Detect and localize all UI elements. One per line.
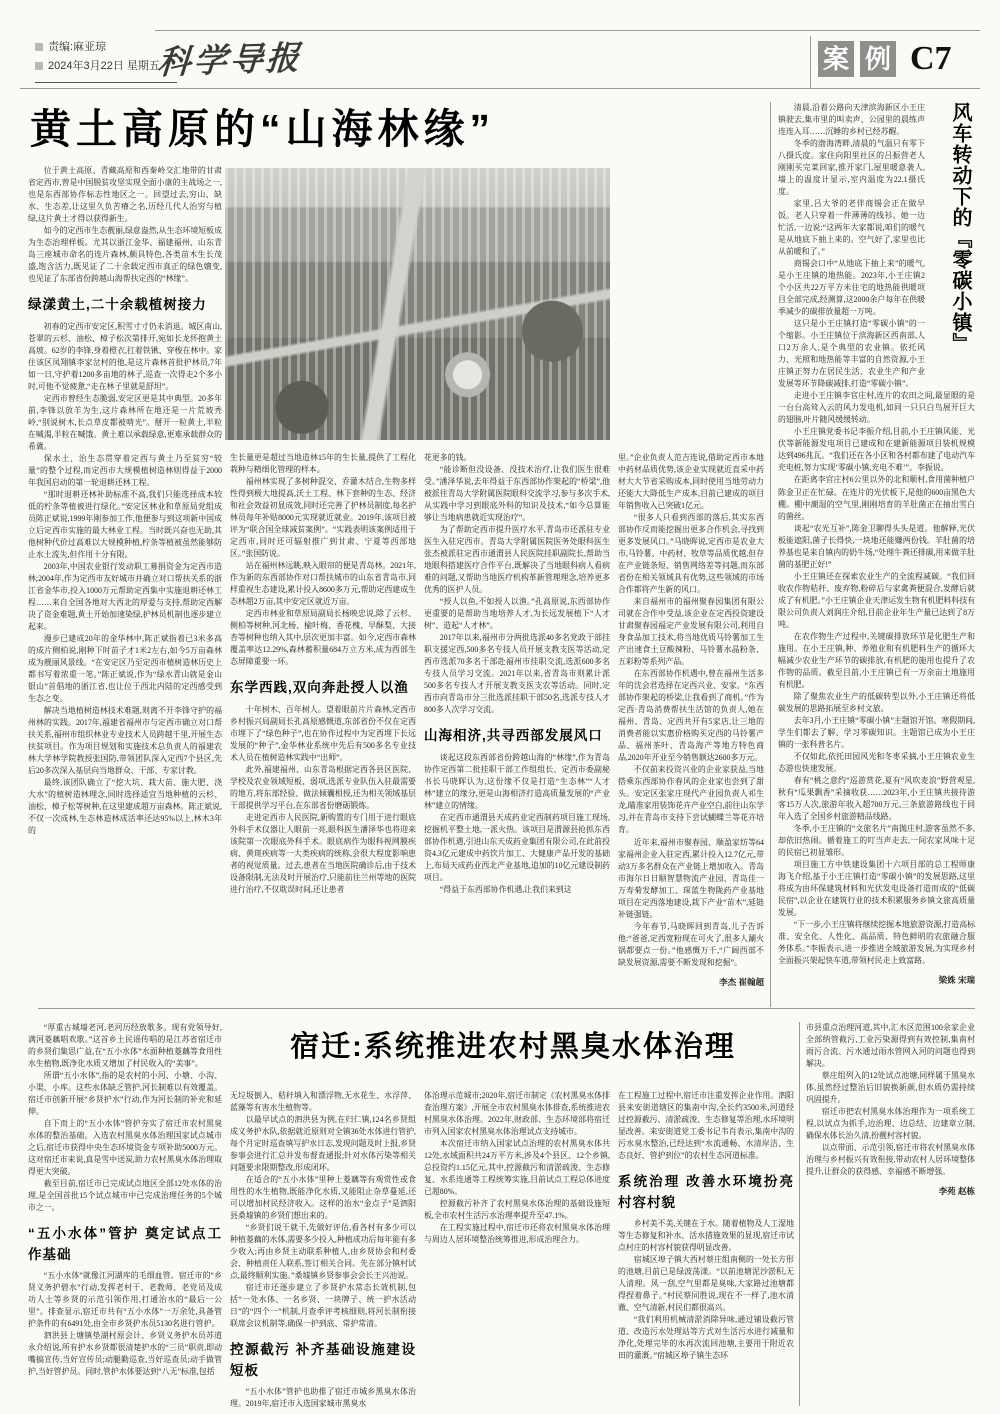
paragraph: “能诊断但没设备、没技术治疗,让我们医生很难受。”潘泽华说,去年得益于东西部协作架起的“桥梁”,他被派往青岛大学附属医院眼科交流学习,参与多次手术,从实践中学习到眼底外科的知识及技术,“如今总算能够让当地病患就近实现治疗”。 — [424, 465, 610, 523]
bullet-square-icon — [35, 43, 43, 51]
divider — [810, 36, 811, 88]
paragraph: 宿迁市把农村黑臭水体治理作为一项系统工程,以试点为抓手,边治理、边总结、边建章立制,确保水体长治久清,扮靓村容村貌。 — [806, 1107, 975, 1141]
paragraph: 小王庄镇党委书记李振介绍,目前,小王庄镇风能、光伏等新能源发电项目已建成和在建新能源项目装机规模达到496兆瓦。“我们还在各小区和各村都布建了电动汽车充电桩,努力实现‘零碳小镇,充电不难’”。李振说。 — [778, 427, 975, 473]
paragraph: 市县重点治理河道,其中,汇水区范围100余家企业全部纳管截污,工业污染源得到有效控制,集南村雨污合流、污水通过雨水管网入河的问题也得到解决。 — [806, 1023, 975, 1069]
paragraph: 项目施工方中铁建设集团十六项目部的总工程师康海飞介绍,基于小王庄镇打造“零碳小镇”的发展思路,这里将成为由环保建筑材料和光伏发电设备打造而成的“低碳民宿”,以企业在建筑行业的技术积累服务乡镇文旅高质量发展。 — [778, 859, 975, 918]
bottom-article-column-2 — [230, 1090, 416, 1409]
paragraph: 商锡会口中“从地底下抽上来”的暖气,是小王庄镇的地热能。2023年,小王庄镇2个小区共22万平方米住宅的地热能供暖项目全部完成,经测算,这2000余户每年在供暖季减少的碳排放量超一万吨。 — [778, 259, 925, 317]
paragraph: 十年树木、百年树人。望着眼前片片森林,定西市乡村振兴局副局长孔高原感慨道,东部省份不仅在定西市埋下了“绿色种子”,也在协作过程中为定西埋下长远发展的“种子”,金华林业系统中先后有500多名专业技术人员在植树造林实践中“出师”。 — [230, 704, 416, 762]
byline: 李杰 崔翰超 — [719, 976, 764, 987]
paragraph: “我们利用机械清淤消除异味,通过铺设截污管道、改造污水处理站等方式对生活污水进行减量和净化,处理完毕的水再次流回池塘,主要用于附近农田的灌溉。”宿城区埠子镇生态环 — [618, 1315, 794, 1361]
paragraph: 这只是小王庄镇打造“零碳小镇”的一个缩影。小王庄镇位于滨海新区西南部,人口2万余人,是个典型的农业镇。依托风力、光照和地热能等丰富的自然资源,小王庄镇正努力在居民生活、农业生产和产业发展等环节降碳减排,打造“零碳小镇”。 — [778, 319, 925, 389]
section-label-char: 案 — [818, 41, 854, 77]
paragraph: 位于黄土高原、青藏高原和西秦岭交汇地带的甘肃省定西市,曾是中国脱贫攻坚实现全面小康的主战场之一,也是东西部协作标志性地区之一。回望过去,穷山、缺水、生态差,让这里久负苦瘠之名,历经几代人治穷与植绿,这片黄土才得以获得新生。 — [28, 166, 222, 224]
bottom-article-column-5 — [806, 1022, 975, 1406]
paragraph: “授人以鱼,不如授人以渔。”孔高原说,东西部协作更重要的是帮助当地培养人才,为长远发展植下“人才树”、造起“人才林”。 — [424, 597, 610, 631]
right-article-headline: 风车转动下的『零碳小镇』 — [949, 102, 971, 354]
paragraph: 除了聚焦农业生产的低碳转型以外,小王庄镇还将低碳发展的思路拓展至乡村文旅。 — [778, 691, 975, 713]
section-subhead: 东学西践,双向奔赴授人以渔 — [230, 680, 409, 696]
byline: 李苑 赵栋 — [938, 1186, 975, 1197]
paragraph: 站在福州林远眺,映入眼帘的便是青岛林。2021年,作为新的东西部协作对口帮扶城市的山东省青岛市,同样重视生态建设,累计投入8600多万元,帮助定西建成生态林超2万亩,其中安定区就近万亩。 — [230, 561, 416, 607]
aerial-photo — [225, 168, 610, 440]
paragraph: 今年春节,马晓晖回到青岛,儿子告诉他:“爸爸,定西宽粉现在可火了,很多人涮火锅都要点一份。”他感慨万千,“广阔西部不缺发展资源,需要不断发现和挖掘”。 — [618, 921, 764, 967]
paragraph: 最终,该团队确立了“挖大坑、栽大苗、施大肥、浇大水”的植树造林理念,同时选择适宜当地种植的云杉、油松、樟子松等树种,在这里建成超万亩森林。陈正斌说,不仅一次成林,生态林造林成活率还达95%以上,林木3年的 — [28, 778, 222, 836]
paragraph: “很多人只看到西部的落后,其实东西部协作反而能挖掘出更多合作机会,寻找到更多发展风口。”马晓晖说,定西市是农业大市,马铃薯、中药材、牧草等品质优越,但存在产业链条短、销售网络差等问题,而东部省份在相关领域具有优势,这些领域的市场合作都将产生新的风口。 — [618, 513, 764, 595]
divider — [38, 1008, 975, 1009]
paragraph: 保水土、治生态贯穿着定西与黄土乃至贫穷“较量”的整个过程,而定西市大规模植树造林则得益于2000年我国启动的第一轮退耕还林工程。 — [28, 453, 222, 487]
paragraph: 2017年以来,福州市分两批选派40多名党政干部挂职支援定西,500多名专技人员开展支教支医等活动,定西市选派70多名干部赴福州市挂职交流,选派600多名专技人员学习交流。2021年以来,省青岛市则累计派500多名专技人才开展支教支医支农等活动。同时,定西市向青岛市分三批选派挂职干部50名,选派专技人才800多人次学习交流。 — [424, 633, 610, 715]
paragraph: “下一步,小王庄镇将继续挖掘本地旅游资源,打造高标准、安全化、人性化、高品质、特色鲜明的农旅融合服务体系。”李振表示,进一步推进全域旅游发展,为实现乡村全面振兴架起快车道,带领村民走上致富路。 — [778, 920, 975, 966]
paragraph: 走进定西市人民医院,新购置的专门用于进行眼底外科手术仪器让人眼前一亮,眼科医生潘泽华也将迎来该院第一次眼底外科手术。眼底病作为眼科视网膜疾病、黄斑疾病等一大类疾病的统称,会很大程度影响患者的视觉质量。过去,患者在当地医院确诊后,由于技术设备限制,无法及时开展治疗,只能前往兰州等地的医院进行治疗,不仅耽误时间,还让患者 — [230, 812, 416, 895]
bottom-article-column-1 — [28, 1022, 222, 1406]
paragraph: 蔡庄组列入的12处试点池塘,同样属于黑臭水体,虽然经过整治后旧貌换新颜,但水质仍需持续巩固提升。 — [806, 1071, 975, 1105]
paragraph: 定西市林业和草原局副局长杨映忠说,除了云杉、侧柏等树种,河北杨、榆叶梅、香花槐、早酥梨、大接杏等树种也纳入其中,层次更加丰富。如今,定西市森林覆盖率达12.29%,森林蓄积量684万立方米,成为西部生态屏障重要一环。 — [230, 609, 416, 667]
paragraph: 定西市曾经生态脆弱,安定区更是其中典型。20多年前,李锋以放羊为生,这片森林所在地还是一片荒坡秃岭,“别说树木,长点草皮都被啃光”。掰开一粒黄土,半粒在喊渴,半粒在喊饿。黄土难以承载绿意,更难承载群众的希冀。 — [28, 393, 222, 451]
bottom-article-column-3 — [424, 1090, 610, 1406]
paragraph: 走进小王庄镇李官庄村,连片的农田之间,最显眼的是一台台高耸入云的风力发电机,如同一只只白鸟展开巨大的翅膀,叶片随风缓缓转动。 — [778, 391, 975, 425]
section-banner — [818, 40, 952, 78]
paragraph: 家里,吕大爷的老伴商锡会正在做早饭。老人只穿着一件薄薄的线衫。她一边忙活,一边说:“这两年大家都说,咱们的暖气是从地底下抽上来的。空气好了,家里也比从前暖和了。” — [778, 199, 925, 257]
byline: 梁姝 宋瑞 — [938, 975, 975, 986]
bullet-square-icon — [35, 62, 43, 70]
paragraph: 截至目前,宿迁市已完成试点地区全部12处水体的治理,是全国首批15个试点城市中已完成治理任务的5个城市之一。 — [28, 1179, 222, 1213]
paragraph: 不仅前来投资兴业的企业家获益,当地搭乘东西部协作春风的企业家也尝到了甜头。安定区张家庄现代产业园负责人祁生龙,瞄准家用装饰花卉产业空白,前往山东学习,并在青岛市支持下尝试蝴蝶兰等花卉培育。 — [618, 765, 764, 835]
paragraph: “厚重古城墙老河,老河历经放歌多。现有党领导好,满河菱藕唱欢歌。”这首乡土民谣传唱的是江苏省宿迁市的乡贤们集思广益,在“五小水体”水面种植菱藕等食用性水生植物,既净化水质又增加了村民收入的“美事”。 — [28, 1023, 222, 1069]
paragraph: 来自福州市的福州聚春园集团有限公司就在合作中受益,该企业在定西投资建设甘肃聚春园福定产业发展有限公司,利用自身食品加工技术,将当地优质马铃薯加工生产出速食土豆酸辣粉、马铃薯水晶粉条、五彩粉等系列产品。 — [618, 597, 764, 667]
paragraph: 宿城区埠子镇大西村蔡庄组南侧的一处长方形的池塘,目前已是绿波荡漾。“以前池塘泥沙淤积,无人清理。风一刮,空气里都是臭味,大家路过池塘都得捏着鼻子。”村民蔡同胜说,现在不一样了,池水清澈、空气清新,村民们都很高兴。 — [618, 1255, 794, 1313]
paragraph: 清晨,沿着公路向天津滨海新区小王庄镇驶去,集市里的叫卖声、公园里的晨练声连连入耳……沉睡的乡村已经苏醒。 — [778, 103, 925, 137]
paragraph: “五小水体”就像江河湖库的毛细血管。宿迁市的“乡贤义务护碧水”行动,发挥老村干、老教师、老党员及成功人士等乡贤的示范引领作用,打通治水的“最后一公里”。排查显示,宿迁市共有“五小水体”一万余处,具备管护条件的有6491处,由全市乡贤护水员5130名进行管护。 — [28, 1271, 222, 1329]
paragraph: 泗洪县上塘镇垫湖村原会计、乡贤义务护水员苏道永介绍说,所有护水乡贤都很清楚护水的“三员”职责,即动嘴搞宣传,当好宣传员;动腿勤巡查,当好巡查员;动手做管护,当好管护员。同时,管护水体要达到“八无”标准,包括 — [28, 1331, 222, 1377]
paragraph: 如今的定西市生态靓丽,绿意盎然,从生态环境短板成为生态治理样板。尤其以浙江金华、福建福州、山东青岛三座城市命名的连片森林,颇具特色,各类苗木生长茂盛,饱含活力,既见证了二十余载定西市真正的绿色嬗变,也见证了东部省份跨越山海帮扶定西的“林缘”。 — [28, 226, 222, 284]
paragraph: 冬季,小王庄镇的“文旅名片”南抛庄村,游客虽然不多,却依旧热闹。循着施工的叮当声走去,一间农家风味十足的民宿已初显雏形。 — [778, 823, 975, 857]
paragraph: 在东西部协作机遇中,曾在福州生活多年的沈会君选择在定西兴业、安家。“东西部协作架起的桥梁,让我看到了商机。”作为定西·青岛消费帮扶生活馆的负责人,她在福州、青岛、定西共开有5家店,让三地的消费者能以实惠价格购买定西的马铃薯产品、福州茶叶、青岛海产等地方特色商品,2020年开业至今销售额达2600多万元。 — [618, 669, 764, 763]
paragraph: 近年来,福州市聚春园、顺盈家纺等64家福州企业入驻定西,累计投入12.7亿元,带动3万多名群众在产业链上增加收入。青岛市海尔日日顺智慧物流产业园、青岛佳一万寿菊发酵加工、琛蓝生物陇药产业基地项目在定西落地建设,栽下产业“苗木”,延链补链强链。 — [618, 837, 764, 919]
paragraph: 宿迁市还逐步建立了乡贤护水常态长效机制,包括“一处水体、一名乡贤、一块牌子、统一护水活动日”的“四个一”机制,月查季评考核细则,将河长制衔接联席会议机制等,确保一护到底、常护常清。 — [230, 1283, 416, 1329]
paragraph: 谈起“农光互补”,陈金卫聊得头头是道。他解释,光伏板能遮阳,菌子长得快,一块地还能赚两份钱。羊肚菌的培养基也是来自镇内的奶牛场,“处理牛粪还排碳,用来做羊肚菌的基肥正好!” — [778, 523, 975, 569]
section-label-char: 例 — [860, 41, 896, 77]
main-article-column-1 — [28, 165, 222, 1015]
paragraph: 体治理示范城市;2020年,宿迁市制定《农村黑臭水体排查治理方案》,开展全市农村黑臭水体排查,系统推进农村黑臭水体治理。2022年,财政部、生态环境部将宿迁市列入国家农村黑臭水体治理试点支持城市。 — [424, 1091, 610, 1137]
paragraph: 花更多的钱。 — [424, 453, 472, 462]
right-article — [778, 102, 975, 1007]
bottom-article-headline: 宿迁:系统推进农村黑臭水体治理 — [290, 1031, 736, 1063]
editor-credit: 责编:麻亚琼 — [48, 41, 107, 53]
paragraph: 2003年,中国农业银行发动职工募捐资金为定西市造林;2004年,作为定西市友好城市并确立对口帮扶关系的浙江省金华市,投入1000万元帮助定西集中实施退耕还林工程……来自全国各地对大西北的厚爱与支持,帮助定西解决了资金难题,黄土开始加速染绿,护林员机制也逐步建立起来。 — [28, 561, 222, 632]
paragraph: 漫步已建成20年的金华林中,陈正斌指着已3米多高的成片侧柏说,刚种下时苗子才1米2左右,如今5万亩森林成为靓丽风景线。“在安定区乃至定西市植树造林历史上都书写着浓重一笔。”陈正斌说,作为“绿水青山就是金山银山”首倡地的浙江省,也让位于西北内陆的定西感受到生态之变。 — [28, 634, 222, 704]
issue-date: 2024年3月22日 星期五 — [48, 60, 160, 72]
paragraph: 自下而上的“五小水体”管护夯实了宿迁市农村黑臭水体的整治基础。入选农村黑臭水体治理国家试点城市之后,宿迁市获得中央生态环境资金专项补助5000万元。这对宿迁市来说,真是雪中送炭,助力农村黑臭水体治理取得更大突破。 — [28, 1119, 222, 1177]
divider — [155, 30, 980, 31]
bottom-article-column-4 — [618, 1090, 794, 1406]
paragraph: 里。”企业负责人范吉连说,借助定西市本地中药材品质优势,该企业实现就近直采中药材大大节省采购成本,同时使用当地劳动力还能大大降低生产成本,目前已建成的项目年销售收入已突破1亿元。 — [618, 453, 764, 511]
paragraph: 无垃圾倒入、秸秆填入和漂浮物,无水花生、水浮萍、蓝藻等有害水生植物等。 — [230, 1091, 416, 1113]
main-article-column-4 — [618, 452, 764, 1014]
paragraph: 初春的定西市安定区,积雪寸寸仍未消退。城区南山,苍翠的云杉、油松、樟子松次第排开,宛如长龙怀抱黄土高坡。62岁的李锋,身着橙衣,扛着铁锹、穿梭在林中。家住该区凤翔镇李家岔村的他,是这片森林首批护林员,7年如一日,守护着1200多亩地的林子,巡查一次得走2个多小时,可他不觉疲惫,“走在林子里就是舒坦”。 — [28, 321, 222, 391]
paragraph: 在工程施工过程中,宿迁市注重发挥企业作用。泗阳县来安街道辖区的集南中沟,全长约3500米,河道经过控源截污、清淤疏浚、生态修复等治理,水环境明显改善。来安街道党工委书记韦肖表示,集南中沟的污水臭水整治,已经达到“水流通畅、水清岸洁、生态良好、管护到位”的农村生态河道标准。 — [618, 1091, 794, 1161]
paragraph: 冬季的渤海湾畔,清晨的气温只有零下八摄氏度。家住向阳里社区的吕振营老人刚刚买完菜回家,推开家门,屋里暖意袭人,墙上的温度计显示,室内温度为22.1摄氏度。 — [778, 139, 925, 197]
paragraph: 福州林实现了多树种混交、乔灌木结合,生物多样性得到极大地提高,沃土工程、林下套种的生态、经济和社会效益初显成效,同时还完善了护林员制度,每名护林员每年补贴8000元实现就近就业。2019年,该项目被评为“联合国全球减贫案例”。“实践表明该案例适用于定西市,同时还可辐射推广到甘肃、宁夏等西部地区。”张国防说。 — [230, 477, 416, 559]
paragraph: 在农作物生产过程中,关键碳排放环节是化肥生产和施用。在小王庄镇,种、养殖业和有机肥料生产的循环大幅减少农业生产环节的碳排放,有机肥的施用也提升了农作物的品质。截至目前,小王庄镇已有一万余亩土地施用有机肥。 — [778, 631, 975, 689]
paragraph: 解决当地植树造林技术难题,则离不开李锋守护的福州林的实践。2017年,福建省福州市与定西市确立对口帮扶关系,福州市组织林业专业技术人员跨越千里,开展生态扶贫项目。作为项目规划和实施技术总负责人的福建农林大学林学院教授张国防,带领团队深入定西7个县区,先后20多次深入基层向当地群众、干部、专家讨教。 — [28, 706, 222, 776]
section-subhead: 山海相济,共寻西部发展风口 — [424, 728, 603, 744]
section-subhead: 绿漾黄土,二十余载植树接力 — [28, 297, 207, 313]
section-subhead: “五小水体”管护 奠定试点工作基础 — [28, 1226, 222, 1262]
paragraph: 为了帮助定西市提升医疗水平,青岛市还派驻专业医生入驻定西市。青岛大学附属医院医务处眼科医生张杰被派驻定西市通渭县人民医院挂职副院长,帮助当地眼科搭建医疗合作平台,既解决了当地眼科病人看病难的问题,又帮助当地医疗机构革新管理理念,培养更多优秀的医护人员。 — [424, 525, 610, 595]
page-number: C7 — [910, 40, 952, 77]
paragraph: 去年3月,小王庄镇“零碳小镇”主题馆开馆。寒假期间,学生们都去了解、学习零碳知识。主题馆已成为小王庄镇的一张科普名片。 — [778, 715, 975, 749]
paragraph: 所谓“五小水体”,指的是农村的小河、小塘、小沟、小渠、小库。这些水体缺乏管护,河长制难以有效覆盖。宿迁市创新开展“乡贤护水”行动,作为河长制的补充和延伸。 — [28, 1071, 222, 1117]
divider — [770, 102, 771, 1007]
divider — [20, 88, 980, 89]
paragraph: 在定西市通渭县天成药业定西制药项目施工现场,挖掘机平整土地,一派火热。该项目是渭源县抢抓东西部协作机遇,引进山东天成药业集团有限公司,在此前投资4.3亿元建成中药饮片加工、大健康产品开发的基础上,布局天成药业西北产业基地,追加的10亿元建设制药项目。 — [424, 812, 610, 883]
paragraph: “那时退耕还林补助标准不高,我们只能选择成本较低的柠条等植被进行绿化。”安定区林业和草原局党组成员陈正斌说,1999年刚参加工作,他便参与到这项新中国成立后定西市实施的最大林业工程。当时既兴奋也无助,其他树种代价过高难以大规模种植,柠条等植被虽然能够防止水土流失,但作用十分有限。 — [28, 489, 222, 559]
paragraph: 春有“桃之意约”巡游赏花,夏有“风吹麦浪”野营观星,秋有“瓜果飘香”采摘收获……2023年,小王庄镇共接待游客15万人次,旅游年收入超700万元,三条旅游路线也于同年入选了全国乡村旅游精品线路。 — [778, 775, 975, 821]
paragraph: 以最早试点的泗洪县为例,在归仁镇,124名乡贤组成义务护水队,依据就近原则对全镇36处水体进行管护,每个月定时巡查填写护水日志,发现问题及时上报,乡贤参事会进行汇总并发布督查通报;针对水体污染等相关问题要求限期整改,形成闭环。 — [230, 1115, 416, 1173]
newspaper-logo: 科学导报 — [156, 40, 304, 82]
paragraph: 本次宿迁市纳入国家试点治理的农村黑臭水体共12处,水域面积共24万平方米,涉及4个县区、12个乡镇,总投资约1.15亿元,其中,控源截污和清淤疏浚、生态修复、水系连通等工程统筹实施,目前试点工程总体进度已超80%。 — [424, 1139, 610, 1197]
main-article-column-3 — [424, 452, 610, 1014]
paragraph: 以点带面、示范引领,宿迁市将农村黑臭水体治理与乡村振兴有效衔接,带动农村人居环境整体提升,让群众的获得感、幸福感不断增强。 — [806, 1143, 975, 1177]
paragraph: 小王庄镇还在探索农业生产的全流程减碳。“我们回收农作物秸秆、废弃物,粉碎后与家禽粪便混合,发酵后就成了有机肥。”小王庄镇企业天津运发生物有机肥料科技有限公司负责人刘润庄介绍,目前企业年生产量已达到了8万吨。 — [778, 571, 975, 629]
masthead-meta — [35, 38, 160, 76]
paragraph: “乡贤们说干就干,先做好评估,看各村有多少可以种植菱藕的水体,需要多少投入,种植成功后每年能有多少收入;再由乡贤主动联系种植人,由乡贤协会和村委会、种植责任人联系,签订相关合同。先在部分镇村试点,最终顺利实施。”桑墟镇乡贤参事会会长王兴池说。 — [230, 1223, 416, 1281]
main-article-column-2 — [230, 452, 416, 1014]
main-article-headline: 黄土高原的“山海林缘” — [30, 106, 495, 152]
section-subhead: 控源截污 补齐基础设施建设短板 — [230, 1342, 416, 1378]
section-subhead: 系统治理 改善水环境扮亮村容村貌 — [618, 1174, 794, 1210]
paragraph: 在适合的“五小水体”里种上菱藕等有观赏性或食用性的水生植物,既能净化水质,又能阻止杂草蔓延,还可以增加村民经济收入。这样的治水“金点子”是泗阳县桑墟镇的乡贤们想出来的。 — [230, 1175, 416, 1221]
paragraph: 控源截污补齐了农村黑臭水体治理的基础设施短板,全市农村生活污水治理率提升至47.1%。 — [424, 1199, 610, 1221]
paragraph: 乡村美不美,关键在于水。随着植物及人工湿地等生态修复和补水、活水措施效果的显现,宿迁市试点村庄的村容村貌获得明显改善。 — [618, 1219, 794, 1253]
paragraph: 在距离李官庄村6公里以外的北和顺村,食用菌种植户陈金卫正在忙碌。在连片的光伏板下,是他的600亩黑色大棚。棚中潮湿的空气里,刚刚培育的羊肚菌正在抽出雪白的菌丝。 — [778, 475, 975, 521]
paragraph: 不仅如此,依托田园风光和冬枣采摘,小王庄镇农业生态游也快速发展。 — [778, 751, 975, 773]
paragraph: “五小水体”管护也助推了宿迁市城乡黑臭水体治理。2019年,宿迁市入选国家城市黑臭水 — [230, 1387, 416, 1409]
paragraph: 此外,福建福州、山东青岛根据定西各县区医院、学校及农业领域短板、弱项,选派专业队伍入驻最需要的地方,将东部经验、做法倾囊相授,还为相关领域基层干部提供学习平台,在东部省份磨砺锻炼。 — [230, 764, 416, 810]
divider — [799, 1022, 800, 1406]
paragraph: 谈起这段东西部省份跨越山海的“林缘”,作为青岛协作定西第二批挂职干部工作组组长、定西市委副秘书长马晓晖认为,这份缘不仅是打造“生态林”“人才林”建立的缘分,更是山海相济打造高质量发展的“产业林”建立的情缘。 — [424, 752, 610, 810]
paragraph: 在工程实施过程中,宿迁市还将农村黑臭水体治理与周边人居环境整治统筹推进,形成治理合力。 — [424, 1223, 610, 1245]
paragraph: 生长量更是超过当地造林15年的生长量,提供了工程化栽种与精细化管理的样本。 — [230, 453, 416, 475]
paragraph: “得益于东西部协作机遇,让我们来到这 — [439, 885, 572, 895]
